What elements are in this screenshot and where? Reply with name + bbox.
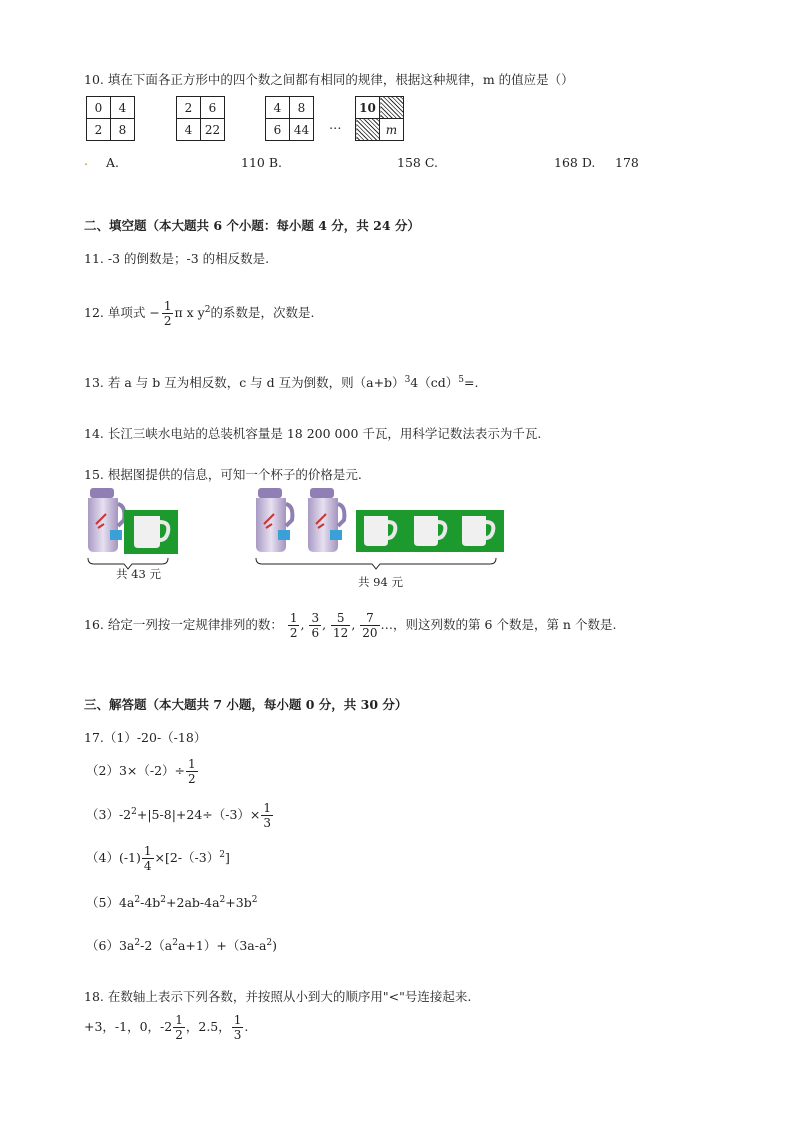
- exponent: 2: [204, 305, 211, 315]
- exponent: 2: [251, 895, 258, 905]
- exponent: 3: [404, 375, 411, 385]
- label-94: 共 94 元: [358, 575, 403, 589]
- flask-icon: [308, 488, 344, 552]
- numbers: ，2.5，: [185, 1019, 231, 1034]
- cell: 10: [356, 97, 380, 119]
- q17-line6: [86, 936, 277, 954]
- expr: （5）4a: [86, 895, 135, 910]
- fraction: [360, 612, 379, 639]
- denominator: 20: [362, 626, 378, 640]
- cell: 6: [266, 119, 290, 141]
- section-2-title: 二、填空题（本大题共 6 个小题：每小题 4 分，共 24 分）: [84, 218, 420, 233]
- fraction: [162, 300, 174, 327]
- expr: （4）(-1): [86, 850, 141, 865]
- q17-line5: [86, 893, 257, 911]
- q16: 16. 给定一列按一定规律排列的数： $\frac{1}{2}$ , $\frac{3}{6}$ , $\frac{5}{12}$ , $\frac{7}{20}$ …，则这列数的第 6 个数是，第 n 个数是.: [84, 611, 617, 640]
- q17-line1: 17.（1）-20-（-18）: [84, 730, 207, 745]
- fraction: [232, 1014, 244, 1041]
- ellipsis: …: [329, 117, 342, 132]
- fraction: [186, 758, 198, 785]
- stray-dot: .: [84, 153, 88, 168]
- q12: [84, 300, 314, 327]
- q15-text: 15. 根据图提供的信息，可知一个杯子的价格是元.: [84, 467, 362, 482]
- q17-line3: [86, 802, 274, 829]
- expr: +3b: [225, 895, 252, 910]
- flask-icon: [256, 488, 292, 552]
- exponent: 2: [172, 938, 178, 948]
- numerator: 1: [233, 1013, 242, 1027]
- numerator: 1: [175, 1013, 183, 1027]
- numerator: 1: [188, 757, 196, 771]
- fraction: [173, 1014, 185, 1041]
- q13: [84, 373, 478, 391]
- fraction: [288, 612, 300, 639]
- q16-suffix: …，则这列数的第 6 个数是，第 n 个数是.: [380, 617, 617, 632]
- cell: 0: [87, 97, 111, 119]
- option-d: 168 D.: [554, 155, 596, 170]
- exponent: 2: [160, 895, 167, 905]
- denominator: 12: [333, 626, 349, 640]
- denominator: 3: [263, 816, 272, 830]
- exponent: 2: [134, 895, 141, 905]
- option-b: 110 B.: [241, 155, 282, 170]
- minus-sign: −: [149, 305, 160, 320]
- cell: 22: [201, 119, 225, 141]
- numerator: 1: [289, 611, 298, 625]
- denominator: 2: [188, 772, 196, 786]
- q18-text: 18. 在数轴上表示下列各数，并按照从小到大的顺序用"<"号连接起来.: [84, 989, 472, 1004]
- q12-prefix: 12. 单项式: [84, 305, 150, 320]
- section-3-title: 三、解答题（本大题共 7 小题，每小题 0 分，共 30 分）: [84, 697, 408, 712]
- cell: 8: [111, 119, 135, 141]
- exponent: 2: [219, 850, 225, 860]
- q11-text: 11. -3 的倒数是；-3 的相反数是.: [84, 251, 270, 266]
- monomial: π x y: [174, 305, 205, 320]
- option-a: A.: [106, 155, 120, 170]
- label-43: 共 43 元: [116, 567, 161, 581]
- exponent: 2: [131, 807, 137, 817]
- numerator: 1: [163, 299, 172, 313]
- expr: -2（a: [140, 938, 173, 953]
- period: .: [244, 1019, 249, 1034]
- flask-icon: [88, 488, 124, 552]
- expr: （6）3a: [86, 938, 135, 953]
- fraction: [309, 612, 321, 639]
- cell: 4: [111, 97, 135, 119]
- q13-suffix: =.: [464, 375, 479, 390]
- q12-suffix: 的系数是，次数是.: [210, 305, 315, 320]
- expr: +2ab-4a: [166, 895, 220, 910]
- mug-icon: [454, 510, 504, 552]
- fraction: [331, 612, 350, 639]
- hatched-cell: [380, 97, 404, 119]
- exponent: 2: [266, 938, 273, 948]
- expr: ]: [224, 850, 230, 865]
- cell: 4: [177, 119, 201, 141]
- expr: （2）3×（-2）÷: [86, 763, 186, 778]
- denominator: 2: [289, 626, 298, 640]
- denominator: 3: [233, 1028, 242, 1042]
- cell: 6: [201, 97, 225, 119]
- expr: ×[2-（-3）: [154, 850, 220, 865]
- q13-mid: 4（cd）: [410, 375, 459, 390]
- square-3: [265, 96, 314, 141]
- numerator: 5: [331, 612, 350, 626]
- option-c: 158 C.: [397, 155, 438, 170]
- square-4: [355, 96, 404, 141]
- numbers: +3，-1，0，-2: [84, 1019, 173, 1034]
- numerator: 3: [311, 611, 320, 625]
- q16-prefix: 16. 给定一列按一定规律排列的数：: [84, 617, 283, 632]
- cell: 8: [290, 97, 314, 119]
- q14-text: 14. 长江三峡水电站的总装机容量是 18 200 000 千瓦，用科学记数法表示为千瓦.: [84, 426, 542, 441]
- numerator: 1: [263, 801, 272, 815]
- cell: 4: [266, 97, 290, 119]
- exponent: 5: [458, 375, 464, 385]
- expr: ): [272, 938, 278, 953]
- q10-text: 10. 填在下面各正方形中的四个数之间都有相同的规律，根据这种规律，m 的值应是（）: [84, 72, 574, 87]
- expr: -4b: [140, 895, 161, 910]
- exponent: 2: [219, 895, 226, 905]
- mug-icon: [124, 510, 178, 554]
- denominator: 2: [175, 1028, 183, 1042]
- denominator: 2: [163, 314, 172, 328]
- mug-icon: [406, 510, 456, 552]
- exponent: 2: [134, 938, 141, 948]
- expr: +|5-8|+24÷（-3）×: [136, 807, 261, 822]
- hatched-cell: [356, 119, 380, 141]
- denominator: 4: [143, 859, 152, 873]
- cell: 2: [177, 97, 201, 119]
- fraction: [142, 845, 154, 872]
- square-1: [86, 96, 135, 141]
- q17-line4: [86, 845, 230, 872]
- cell: 44: [290, 119, 314, 141]
- mug-icon: [356, 510, 406, 552]
- denominator: 6: [311, 626, 320, 640]
- q13-prefix: 13. 若 a 与 b 互为相反数，c 与 d 互为倒数，则（a+b）: [84, 375, 405, 390]
- expr: （3）-2: [86, 807, 132, 822]
- expr: a+1）+（3a-a: [177, 938, 267, 953]
- cell: m: [380, 119, 404, 141]
- square-2: [176, 96, 225, 141]
- fraction: [261, 802, 273, 829]
- option-e: 178: [615, 155, 639, 170]
- q17-line2: [86, 758, 199, 785]
- numerator: 1: [143, 844, 152, 858]
- numerator: 7: [360, 612, 379, 626]
- cell: 2: [87, 119, 111, 141]
- brace-2: [256, 558, 496, 569]
- q18-numbers: [84, 1014, 248, 1041]
